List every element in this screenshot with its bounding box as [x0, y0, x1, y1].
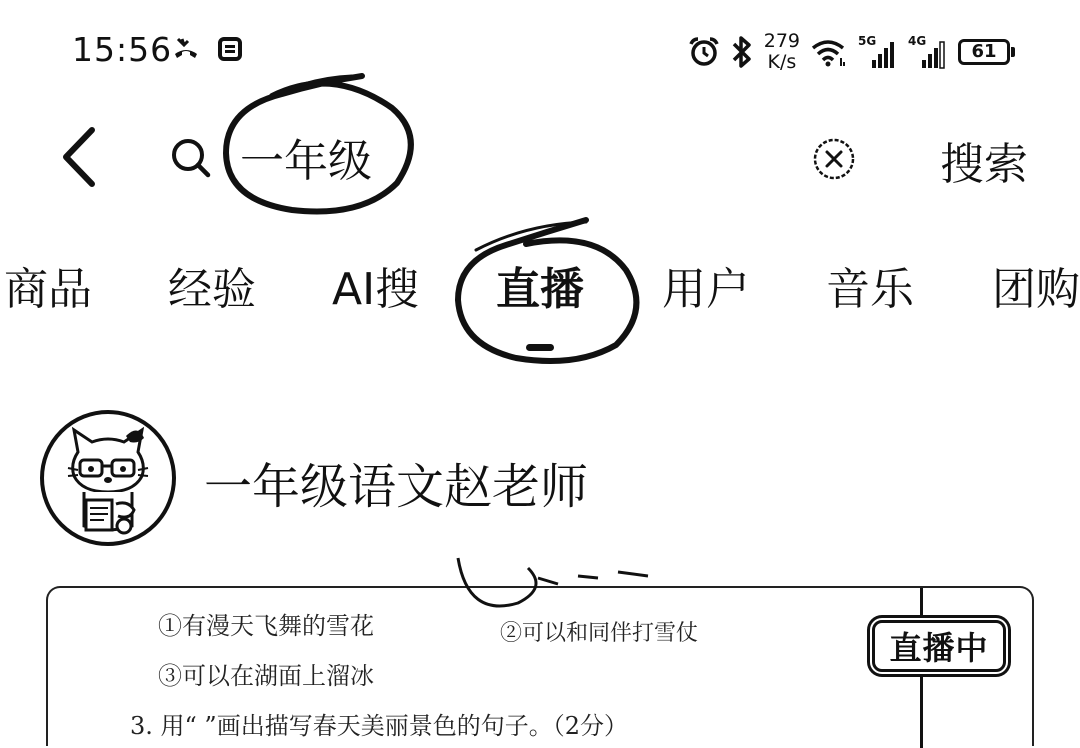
alarm-icon	[688, 36, 720, 68]
active-tab-indicator	[526, 344, 554, 351]
search-input[interactable]	[240, 128, 760, 186]
category-tabs	[0, 258, 1080, 328]
network-speed-unit: K/s	[767, 51, 797, 73]
document-line: ②可以和同伴打雪仗	[500, 621, 699, 646]
battery-icon	[958, 39, 1010, 65]
tab-experience[interactable]: 经验	[168, 264, 256, 315]
search-button[interactable]: 搜索	[940, 139, 1028, 190]
wifi-icon	[810, 36, 848, 68]
cellular-4g-icon	[908, 34, 948, 70]
tab-goods[interactable]: 商品	[4, 264, 92, 315]
user-name[interactable]: 一年级语文赵老师	[204, 459, 589, 515]
tab-live[interactable]: 直播	[496, 264, 584, 315]
cellular-5g-label: 5G	[858, 34, 877, 48]
live-stream-card[interactable]	[46, 586, 1034, 746]
document-line: 3. 用“ ”画出描写春天美丽景色的句子。（2分）	[130, 712, 628, 740]
search-icon	[170, 137, 212, 179]
missed-call-icon	[172, 36, 200, 62]
battery-level: 61	[971, 41, 997, 62]
tab-users[interactable]: 用户	[662, 264, 750, 315]
network-speed-value: 279	[763, 30, 800, 52]
hello-kitty-avatar-icon[interactable]	[38, 408, 178, 548]
clear-icon[interactable]	[812, 137, 856, 181]
network-speed	[764, 31, 800, 73]
chevron-left-icon[interactable]	[56, 122, 106, 192]
document-line: ③可以在湖面上溜冰	[158, 662, 374, 690]
status-time: 15:56	[72, 30, 173, 69]
message-icon	[218, 36, 242, 62]
cellular-5g-icon	[858, 34, 898, 70]
document-line: ①有漫天飞舞的雪花	[158, 612, 374, 640]
tab-group-buy[interactable]: 团购	[992, 264, 1080, 315]
bluetooth-icon	[730, 35, 754, 69]
cellular-4g-label: 4G	[908, 34, 927, 48]
live-badge: 直播中	[872, 620, 1006, 672]
tab-ai-search[interactable]: AI搜	[332, 264, 420, 315]
status-icons	[688, 28, 1010, 76]
tab-music[interactable]: 音乐	[826, 264, 914, 315]
